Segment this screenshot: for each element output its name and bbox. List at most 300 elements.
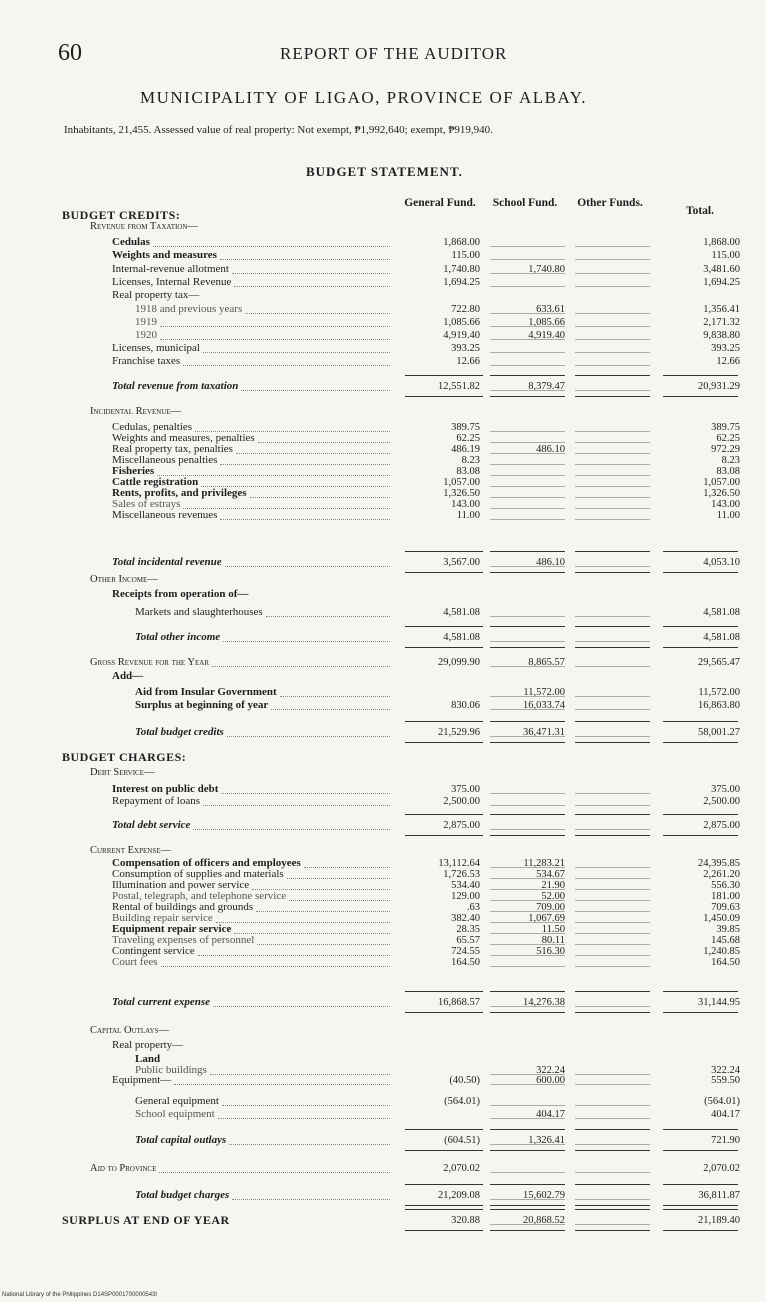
row-label: Court fees xyxy=(112,956,158,968)
blank-line xyxy=(575,313,650,314)
cell-general: 83.08 xyxy=(456,466,480,477)
row-label: Interest on public debt xyxy=(112,783,219,795)
cell-total: 972.29 xyxy=(711,444,740,455)
row-label: Miscellaneous penalties xyxy=(112,454,218,466)
cell-total: 39.85 xyxy=(716,924,740,935)
total-rule-below xyxy=(575,1205,650,1206)
row-label: Land xyxy=(135,1053,161,1065)
cell-total: 31,144.95 xyxy=(698,997,740,1008)
cell-general: 534.40 xyxy=(451,880,480,891)
leader-dots xyxy=(212,666,390,667)
cell-school: 11,572.00 xyxy=(523,687,565,698)
cell-total: 16,863.80 xyxy=(698,700,740,711)
cell-general: 29,099.90 xyxy=(438,657,480,668)
cell-school: 633.61 xyxy=(536,304,565,315)
row-label: Debt Service— xyxy=(90,767,155,778)
blank-line xyxy=(575,922,650,923)
total-rule-below xyxy=(663,647,738,648)
cell-total: 115.00 xyxy=(711,250,740,261)
blank-line xyxy=(575,464,650,465)
cell-general: 724.55 xyxy=(451,946,480,957)
cell-school: 16,033.74 xyxy=(523,700,565,711)
leader-dots xyxy=(159,1172,390,1173)
row-label: Total incidental revenue xyxy=(112,556,222,568)
blank-line xyxy=(575,900,650,901)
blank-line xyxy=(490,641,565,642)
blank-line xyxy=(490,497,565,498)
cell-general: (564.01) xyxy=(444,1096,480,1107)
blank-line xyxy=(575,566,650,567)
cell-school: 11.50 xyxy=(541,924,565,935)
cell-general: 164.50 xyxy=(451,957,480,968)
blank-line xyxy=(490,259,565,260)
blank-line xyxy=(575,497,650,498)
leader-dots xyxy=(160,339,390,340)
leader-dots xyxy=(174,1084,390,1085)
cell-total: 1,326.50 xyxy=(703,488,740,499)
footer-text: National Library of the Philippines D14SP0001700000543l xyxy=(2,1292,157,1298)
leader-dots xyxy=(234,933,390,934)
blank-line xyxy=(575,1224,650,1225)
cell-general: .63 xyxy=(466,902,480,913)
cell-school: 14,276.38 xyxy=(523,997,565,1008)
blank-line xyxy=(490,1144,565,1145)
row-label: Total other income xyxy=(135,631,221,643)
column-header-total: Total. xyxy=(685,205,714,217)
row-label: Real property tax, penalties xyxy=(112,443,233,455)
total-rule-above xyxy=(490,1129,565,1130)
blank-line xyxy=(490,889,565,890)
blank-line xyxy=(575,1074,650,1075)
cell-general: 16,868.57 xyxy=(438,997,480,1008)
blank-line xyxy=(490,966,565,967)
cell-total: 556.30 xyxy=(711,880,740,891)
statement-title: BUDGET STATEMENT. xyxy=(306,164,463,179)
blank-line xyxy=(490,442,565,443)
total-rule-below xyxy=(663,1012,738,1013)
blank-line xyxy=(575,1006,650,1007)
blank-line xyxy=(490,696,565,697)
blank-line xyxy=(575,829,650,830)
blank-line xyxy=(575,453,650,454)
blank-line xyxy=(575,486,650,487)
cell-general: 1,740.80 xyxy=(443,264,480,275)
cell-general: 393.25 xyxy=(451,343,480,354)
cell-school: 80.11 xyxy=(541,935,565,946)
cell-general: 375.00 xyxy=(451,784,480,795)
total-rule-above xyxy=(405,375,483,376)
total-rule-above xyxy=(490,1184,565,1185)
blank-line xyxy=(490,955,565,956)
blank-line xyxy=(490,793,565,794)
cell-general: 1,694.25 xyxy=(443,277,480,288)
row-label: Compensation of officers and employees xyxy=(112,857,301,869)
blank-line xyxy=(490,829,565,830)
total-rule-above xyxy=(405,1184,483,1185)
total-rule-below xyxy=(490,742,565,743)
row-label: Add— xyxy=(112,670,144,682)
cell-total: 145.68 xyxy=(711,935,740,946)
blank-line xyxy=(490,922,565,923)
cell-general: (604.51) xyxy=(444,1135,480,1146)
leader-dots xyxy=(266,616,390,617)
cell-school: 1,085.66 xyxy=(528,317,565,328)
blank-line xyxy=(490,878,565,879)
row-label: 1920 xyxy=(135,329,157,341)
blank-line xyxy=(575,805,650,806)
cell-total: 709.63 xyxy=(711,902,740,913)
row-label: Real property tax— xyxy=(112,289,200,301)
row-label: Miscellaneous revenues xyxy=(112,509,218,521)
cell-school: 8,865.57 xyxy=(528,657,565,668)
leader-dots xyxy=(220,519,390,520)
blank-line xyxy=(575,352,650,353)
cell-general: 28.35 xyxy=(456,924,480,935)
blank-line xyxy=(490,1172,565,1173)
cell-school: 322.24 xyxy=(536,1065,565,1076)
blank-line xyxy=(490,486,565,487)
row-label: Equipment— xyxy=(112,1074,172,1086)
cell-total: 322.24 xyxy=(711,1065,740,1076)
total-rule-above xyxy=(405,991,483,992)
row-label: Licenses, Internal Revenue xyxy=(112,276,232,288)
cell-school: 486.10 xyxy=(536,444,565,455)
blank-line xyxy=(575,1105,650,1106)
cell-school: 534.67 xyxy=(536,869,565,880)
blank-line xyxy=(575,966,650,967)
leader-dots xyxy=(280,696,390,697)
total-rule-below xyxy=(575,1012,650,1013)
total-rule-above xyxy=(405,814,483,815)
leader-dots xyxy=(193,829,390,830)
blank-line xyxy=(575,1172,650,1173)
blank-line xyxy=(490,709,565,710)
cell-total: 164.50 xyxy=(711,957,740,968)
cell-school: 11,283.21 xyxy=(523,858,565,869)
cell-school: 404.17 xyxy=(536,1109,565,1120)
total-rule-above xyxy=(490,814,565,815)
cell-general: 4,581.08 xyxy=(443,632,480,643)
cell-general: (40.50) xyxy=(449,1075,480,1086)
leader-dots xyxy=(256,911,390,912)
leader-dots xyxy=(245,313,390,314)
total-rule-above xyxy=(405,721,483,722)
total-rule-above xyxy=(490,721,565,722)
cell-general: 722.80 xyxy=(451,304,480,315)
leader-dots xyxy=(210,1074,390,1075)
leader-dots xyxy=(289,900,390,901)
row-label: Contingent service xyxy=(112,945,195,957)
cell-total: 1,694.25 xyxy=(703,277,740,288)
row-label: Total current expense xyxy=(112,996,210,1008)
total-rule-below xyxy=(490,1230,565,1231)
cell-total: 2,171.32 xyxy=(703,317,740,328)
row-label: SURPLUS AT END OF YEAR xyxy=(62,1213,230,1227)
total-rule-above xyxy=(575,1129,650,1130)
total-rule-below xyxy=(405,1230,483,1231)
total-rule-below xyxy=(490,396,565,397)
total-rule-below xyxy=(663,1150,738,1151)
total-rule-above xyxy=(663,1184,738,1185)
blank-line xyxy=(490,464,565,465)
blank-line xyxy=(575,519,650,520)
row-label: Total debt service xyxy=(112,819,191,831)
cell-school: 1,326.41 xyxy=(528,1135,565,1146)
leader-dots xyxy=(223,641,390,642)
cell-general: 11.00 xyxy=(456,510,480,521)
blank-line xyxy=(490,666,565,667)
cell-general: 1,868.00 xyxy=(443,237,480,248)
cell-total: 375.00 xyxy=(711,784,740,795)
leader-dots xyxy=(216,922,390,923)
row-label: Current Expense— xyxy=(90,845,171,856)
leader-dots xyxy=(304,867,390,868)
row-label: Traveling expenses of personnel xyxy=(112,934,255,946)
total-rule-below xyxy=(575,835,650,836)
blank-line xyxy=(490,326,565,327)
total-rule-below xyxy=(575,1150,650,1151)
blank-line xyxy=(575,286,650,287)
inhabitants-line: Inhabitants, 21,455. Assessed value of real property: Not exempt, ₱1,992,640; exempt, ₱919,940. xyxy=(64,124,493,136)
blank-line xyxy=(490,944,565,945)
blank-line xyxy=(575,1118,650,1119)
cell-total: 62.25 xyxy=(716,433,740,444)
total-rule-above xyxy=(575,551,650,552)
cell-total: 83.08 xyxy=(716,466,740,477)
total-rule-above xyxy=(405,551,483,552)
leader-dots xyxy=(222,1105,390,1106)
total-rule-below xyxy=(405,396,483,397)
blank-line xyxy=(575,475,650,476)
blank-line xyxy=(575,955,650,956)
total-rule-above xyxy=(663,1129,738,1130)
row-label: Weights and measures xyxy=(112,249,217,261)
row-label: Equipment repair service xyxy=(112,923,232,935)
blank-line xyxy=(575,1199,650,1200)
total-rule-above xyxy=(405,626,483,627)
row-label: 1918 and previous years xyxy=(135,303,243,315)
blank-line xyxy=(490,1105,565,1106)
cell-general: 1,057.00 xyxy=(443,477,480,488)
blank-line xyxy=(575,793,650,794)
cell-school: 36,471.31 xyxy=(523,727,565,738)
row-label: Revenue from Taxation— xyxy=(90,221,198,232)
row-label: Capital Outlays— xyxy=(90,1025,170,1036)
leader-dots xyxy=(241,390,390,391)
cell-school: 486.10 xyxy=(536,557,565,568)
blank-line xyxy=(490,736,565,737)
total-rule-above xyxy=(490,991,565,992)
blank-line xyxy=(575,365,650,366)
total-rule-below xyxy=(490,647,565,648)
blank-line xyxy=(575,390,650,391)
leader-dots xyxy=(218,1118,390,1119)
row-label: Weights and measures, penalties xyxy=(112,432,255,444)
row-label: Internal-revenue allotment xyxy=(112,263,229,275)
leader-dots xyxy=(225,566,390,567)
total-rule-above xyxy=(575,721,650,722)
cell-general: 382.40 xyxy=(451,913,480,924)
total-rule-above xyxy=(490,1209,565,1210)
cell-general: 4,919.40 xyxy=(443,330,480,341)
cell-total: 1,240.85 xyxy=(703,946,740,957)
cell-general: 12,551.82 xyxy=(438,381,480,392)
cell-general: 143.00 xyxy=(451,499,480,510)
cell-school: 20,868.52 xyxy=(523,1215,565,1226)
row-label: Franchise taxes xyxy=(112,355,181,367)
row-label: Sales of estrays xyxy=(112,498,181,510)
row-label: Surplus at beginning of year xyxy=(135,699,269,711)
cell-total: 4,053.10 xyxy=(703,557,740,568)
total-rule-above xyxy=(575,626,650,627)
row-label: Aid to Province xyxy=(90,1163,157,1174)
row-label: BUDGET CREDITS: xyxy=(62,208,181,222)
blank-line xyxy=(575,911,650,912)
leader-dots xyxy=(271,709,390,710)
cell-total: 8.23 xyxy=(721,455,740,466)
cell-total: 3,481.60 xyxy=(703,264,740,275)
blank-line xyxy=(490,805,565,806)
blank-line xyxy=(575,616,650,617)
row-label: Public buildings xyxy=(135,1064,207,1076)
blank-line xyxy=(490,933,565,934)
blank-line xyxy=(575,867,650,868)
total-rule-below xyxy=(405,742,483,743)
cell-school: 516.30 xyxy=(536,946,565,957)
cell-total: 2,500.00 xyxy=(703,796,740,807)
leader-dots xyxy=(153,246,390,247)
blank-line xyxy=(490,431,565,432)
blank-line xyxy=(490,313,565,314)
blank-line xyxy=(575,1144,650,1145)
cell-total: 21,189.40 xyxy=(698,1215,740,1226)
cell-total: 2,070.02 xyxy=(703,1163,740,1174)
row-label: Gross Revenue for the Year xyxy=(90,657,210,668)
column-header-general-fund: General Fund. xyxy=(404,197,476,209)
row-label: Rental of buildings and grounds xyxy=(112,901,254,913)
leader-dots xyxy=(236,453,390,454)
row-label: Markets and slaughterhouses xyxy=(135,606,263,618)
cell-total: 393.25 xyxy=(711,343,740,354)
cell-school: 1,740.80 xyxy=(528,264,565,275)
total-rule-above xyxy=(490,375,565,376)
row-label: Incidental Revenue— xyxy=(90,406,182,417)
total-rule-above xyxy=(663,551,738,552)
row-label: Cedulas, penalties xyxy=(112,421,193,433)
blank-line xyxy=(490,273,565,274)
cell-total: 143.00 xyxy=(711,499,740,510)
blank-line xyxy=(490,246,565,247)
cell-total: 181.00 xyxy=(711,891,740,902)
cell-general: 129.00 xyxy=(451,891,480,902)
row-label: Total revenue from taxation xyxy=(112,380,239,392)
row-label: Building repair service xyxy=(112,912,213,924)
total-rule-above xyxy=(663,991,738,992)
total-rule-above xyxy=(490,551,565,552)
cell-total: 1,450.09 xyxy=(703,913,740,924)
row-label: Postal, telegraph, and telephone service xyxy=(112,890,287,902)
blank-line xyxy=(575,933,650,934)
cell-school: 21.90 xyxy=(541,880,565,891)
cell-general: 62.25 xyxy=(456,433,480,444)
total-rule-above xyxy=(490,626,565,627)
cell-total: 4,581.08 xyxy=(703,607,740,618)
cell-general: 65.57 xyxy=(456,935,480,946)
leader-dots xyxy=(232,1199,390,1200)
total-rule-below xyxy=(405,1205,483,1206)
total-rule-above xyxy=(575,814,650,815)
total-rule-above xyxy=(405,1129,483,1130)
cell-total: 12.66 xyxy=(716,356,740,367)
total-rule-below xyxy=(405,835,483,836)
blank-line xyxy=(490,519,565,520)
total-rule-below xyxy=(405,1012,483,1013)
cell-total: 404.17 xyxy=(711,1109,740,1120)
leader-dots xyxy=(227,736,390,737)
row-label: Total capital outlays xyxy=(135,1134,227,1146)
cell-total: 11.00 xyxy=(716,510,740,521)
cell-total: 1,057.00 xyxy=(703,477,740,488)
cell-general: 389.75 xyxy=(451,422,480,433)
row-label: Receipts from operation of— xyxy=(112,588,249,600)
cell-total: (564.01) xyxy=(704,1096,740,1107)
blank-line xyxy=(575,889,650,890)
blank-line xyxy=(575,326,650,327)
cell-total: 721.90 xyxy=(711,1135,740,1146)
cell-school: 52.00 xyxy=(541,891,565,902)
leader-dots xyxy=(258,442,390,443)
cell-total: 1,356.41 xyxy=(703,304,740,315)
cell-total: 24,395.85 xyxy=(698,858,740,869)
cell-general: 486.19 xyxy=(451,444,480,455)
cell-total: 559.50 xyxy=(711,1075,740,1086)
total-rule-below xyxy=(575,647,650,648)
leader-dots xyxy=(203,352,390,353)
total-rule-below xyxy=(663,1205,738,1206)
total-rule-above xyxy=(575,991,650,992)
total-rule-above xyxy=(575,375,650,376)
total-rule-below xyxy=(663,742,738,743)
blank-line xyxy=(575,259,650,260)
cell-general: 2,875.00 xyxy=(443,820,480,831)
total-rule-above xyxy=(663,626,738,627)
blank-line xyxy=(490,616,565,617)
leader-dots xyxy=(198,955,390,956)
blank-line xyxy=(575,696,650,697)
blank-line xyxy=(575,641,650,642)
total-rule-above xyxy=(405,1209,483,1210)
cell-total: 2,261.20 xyxy=(703,869,740,880)
row-label: Fisheries xyxy=(112,465,155,477)
cell-general: 4,581.08 xyxy=(443,607,480,618)
cell-school: 4,919.40 xyxy=(528,330,565,341)
blank-line xyxy=(490,475,565,476)
total-rule-above xyxy=(663,814,738,815)
cell-school: 15,602.79 xyxy=(523,1190,565,1201)
leader-dots xyxy=(160,326,390,327)
cell-total: 11,572.00 xyxy=(698,687,740,698)
cell-general: 1,326.50 xyxy=(443,488,480,499)
blank-line xyxy=(490,339,565,340)
leader-dots xyxy=(232,273,390,274)
cell-total: 4,581.08 xyxy=(703,632,740,643)
total-rule-below xyxy=(405,647,483,648)
total-rule-below xyxy=(575,396,650,397)
blank-line xyxy=(575,246,650,247)
total-rule-below xyxy=(490,1012,565,1013)
cell-total: 20,931.29 xyxy=(698,381,740,392)
row-label: Consumption of supplies and materials xyxy=(112,868,284,880)
